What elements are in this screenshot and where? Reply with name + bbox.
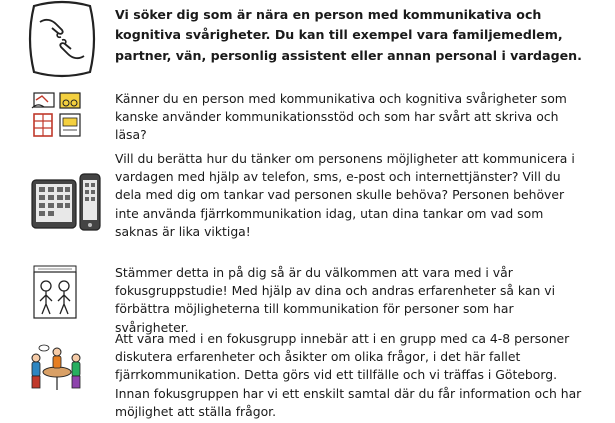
paragraph-3-text: Stämmer detta in på dig så är du välkommen att vara med i vår fokusgruppstudie! Med hjälp av dina och andras erfarenheter så kan vi förbättra möjligheterna till kommunikation för personer som har svårigheter. bbox=[115, 265, 556, 335]
paragraph-2-text: Vill du berätta hur du tänker om personens möjligheter att kommunicera i vardagen med hjälp av telefon, sms, e-post och internettjänster? Vill du dela med dig om tankar vad personen skulle behöva? Personen behöver inte använda fjärrkommunikation idag, utan dina tankar om vad som saknas är lika viktiga! bbox=[115, 151, 575, 239]
intro-section bbox=[0, 0, 615, 80]
focus-group-meeting-icon bbox=[28, 344, 86, 394]
communication-aids-icon bbox=[30, 90, 84, 140]
intro-text: Vi söker dig som är nära en person med kommunikativa och kognitiva svårigheter. Du kan till exempel vara familjemedlem, partner, vän, personlig assistent eller annan personal i vardagen. bbox=[115, 7, 582, 63]
paragraph-1-text: Känner du en person med kommunikativa och kognitiva svårigheter som kanske använder kommunikationsstöd och som har svårt att skriva och läsa? bbox=[115, 91, 567, 143]
people-welcome-icon bbox=[32, 264, 78, 320]
paragraph-3 bbox=[0, 262, 615, 335]
paragraph-4-text: Att vara med i en fokusgrupp innebär att i en grupp med ca 4-8 personer diskutera erfarenheter och åsikter om olika frågor, i det här fallet fjärrkommunikation. Detta görs vid ett tillfälle och vi träffas i Göteborg. Innan fokusgruppen har vi ett enskilt samtal där du får information och har möjlighet att ställa frågor. bbox=[115, 331, 582, 419]
paragraph-4 bbox=[0, 330, 615, 423]
paragraph-2 bbox=[0, 148, 615, 248]
tablet-and-phone-icon bbox=[30, 172, 102, 232]
paragraph-1 bbox=[0, 88, 615, 144]
reaching-hands-icon bbox=[28, 0, 96, 78]
